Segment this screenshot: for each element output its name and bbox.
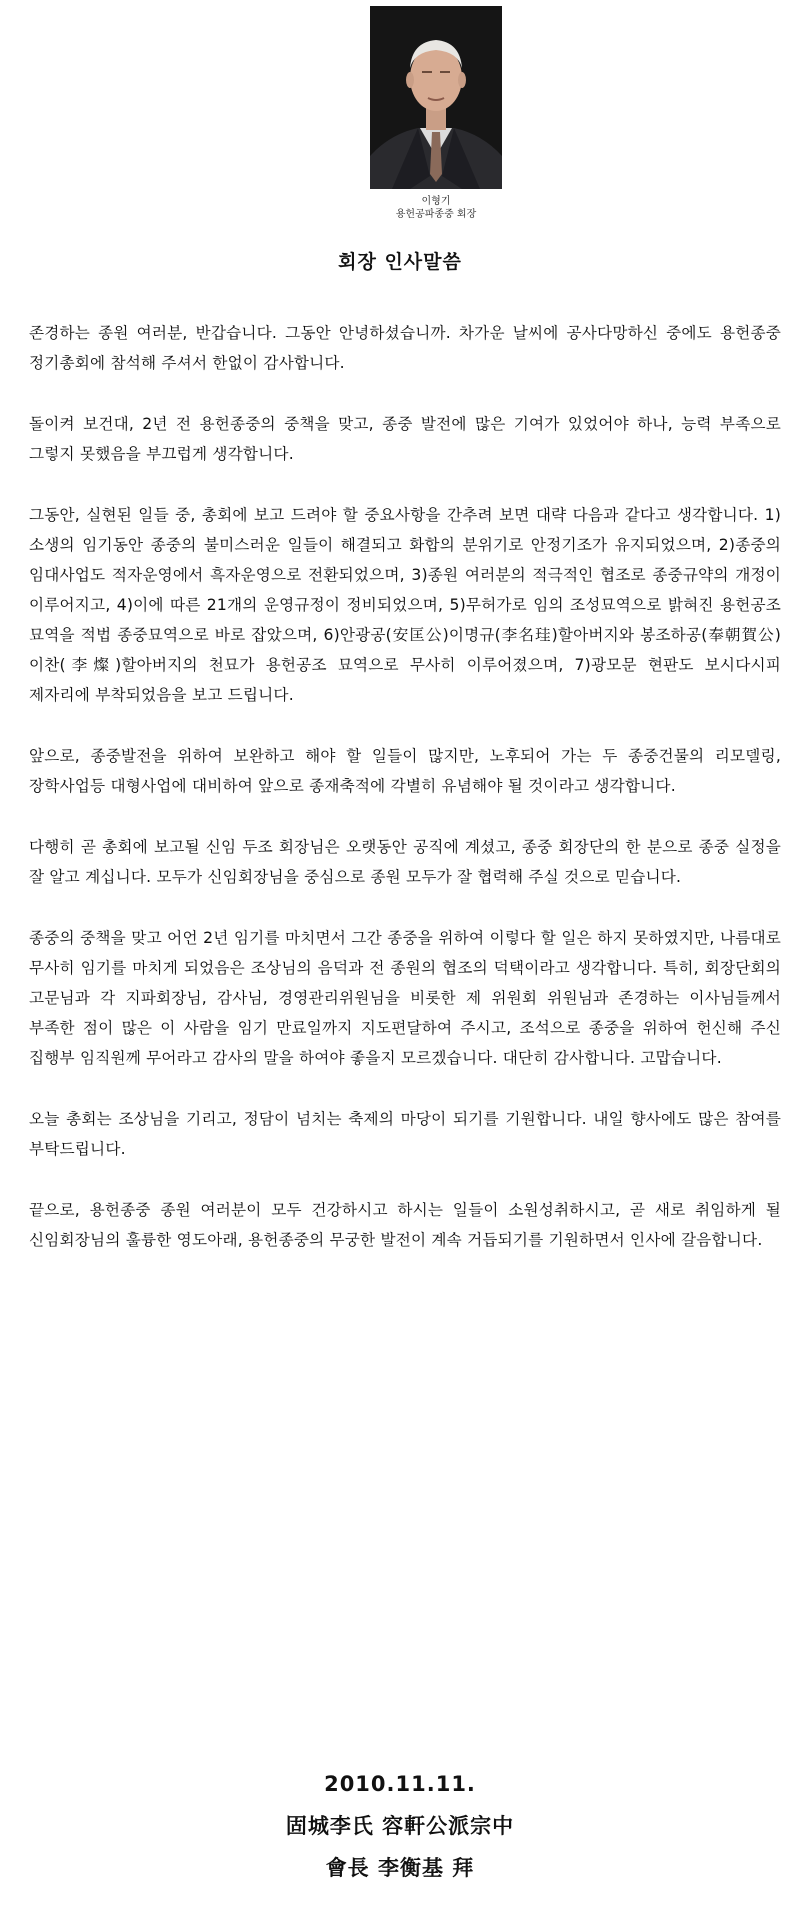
president-portrait [370, 6, 502, 189]
paragraph-general-meeting: 오늘 총회는 조상님을 기리고, 정담이 넘치는 축제의 마당이 되기를 기원합니다. 내일 향사에도 많은 참여를 부탁드립니다. [29, 1110, 781, 1158]
paragraph-reflection: 돌이켜 보건대, 2년 전 용헌종중의 중책을 맞고, 종중 발전에 많은 기여가 있었어야 하나, 능력 부족으로 그렇지 못했음을 부끄럽게 생각합니다. [29, 415, 781, 463]
greeting-body [29, 318, 781, 1286]
paragraph-future-tasks: 앞으로, 종중발전을 위하여 보완하고 해야 할 일들이 많지만, 노후되어 가는 두 종중건물의 리모델링, 장학사업등 대형사업에 대비하여 앞으로 종재축적에 각별히 유념해야 될 것이라고 생각합니다. [29, 747, 781, 795]
paragraph-closing: 끝으로, 용헌종중 종원 여러분이 모두 건강하시고 하시는 일들이 소원성취하시고, 곧 새로 취임하게 될 신임회장님의 훌륭한 영도아래, 용헌종중의 무궁한 발전이 계속 거듭되기를 기원하면서 인사에 갈음합니다. [29, 1201, 781, 1249]
signature-organization: 固城李氏 容軒公派宗中 [285, 1814, 515, 1838]
signature-president: 會長 李衡基 拜 [325, 1856, 475, 1880]
portrait-name: 이형기 [421, 196, 451, 207]
page-title: 회장 인사말씀 [338, 251, 462, 273]
paragraph-thanks: 종중의 중책을 맞고 어언 2년 임기를 마치면서 그간 종중을 위하여 이렇다 할 일은 하지 못하였지만, 나름대로 무사히 임기를 마치게 되었음은 조상님의 음덕과 전 종원의 협조의 덕택이라고 생각합니다. 특히, 회장단회의 고문님과 각 지파회장님, 감사님, 경영관리위원님을 비롯한 제 위원회 위원님과 존경하는 이사님들께서 부족한 점이 많은 이 사람을 임기 만료일까지 지도편달하여 주시고, 조석으로 종중을 위하여 헌신해 주신 집행부 임직원께 무어라고 감사의 말을 하여야 좋을지 모르겠습니다. 대단히 감사합니다. 고맙습니다. [29, 929, 781, 1067]
paragraph-achievements: 그동안, 실현된 일들 중, 총회에 보고 드려야 할 중요사항을 간추려 보면 대략 다음과 같다고 생각합니다. 1)소생의 임기동안 종중의 불미스러운 일들이 해결되고 화합의 분위기로 안정기조가 유지되었으며, 2)종중의 임대사업도 적자운영에서 흑자운영으로 전환되었으며, 3)종원 여러분의 적극적인 협조로 종중규약의 개정이 이루어지고, 4)이에 따른 21개의 운영규정이 정비되었으며, 5)무허가로 임의 조성묘역으로 밝혀진 용헌공조 묘역을 적법 종중묘역으로 바로 잡았으며, 6)안광공(安匡公)이명규(李名珪)할아버지와 봉조하공(奉朝賀公)이찬(李燦)할아버지의 천묘가 용헌공조 묘역으로 무사히 이루어졌으며, 7)광모문 현판도 보시다시피 제자리에 부착되었음을 보고 드립니다. [29, 506, 781, 704]
paragraph-new-president: 다행히 곧 총회에 보고될 신임 두조 회장님은 오랫동안 공직에 계셨고, 종중 회장단의 한 분으로 종중 실정을 잘 알고 계십니다. 모두가 신임회장님을 중심으로 종원 모두가 잘 협력해 주실 것으로 믿습니다. [29, 838, 781, 886]
portrait-role: 용헌공파종중 회장 [395, 209, 477, 220]
paragraph-opening: 존경하는 종원 여러분, 반갑습니다. 그동안 안녕하셨습니까. 차가운 날씨에 공사다망하신 중에도 용헌종중 정기총회에 참석해 주셔서 한없이 감사합니다. [29, 324, 781, 372]
signature-date: 2010.11.11. [324, 1772, 476, 1796]
